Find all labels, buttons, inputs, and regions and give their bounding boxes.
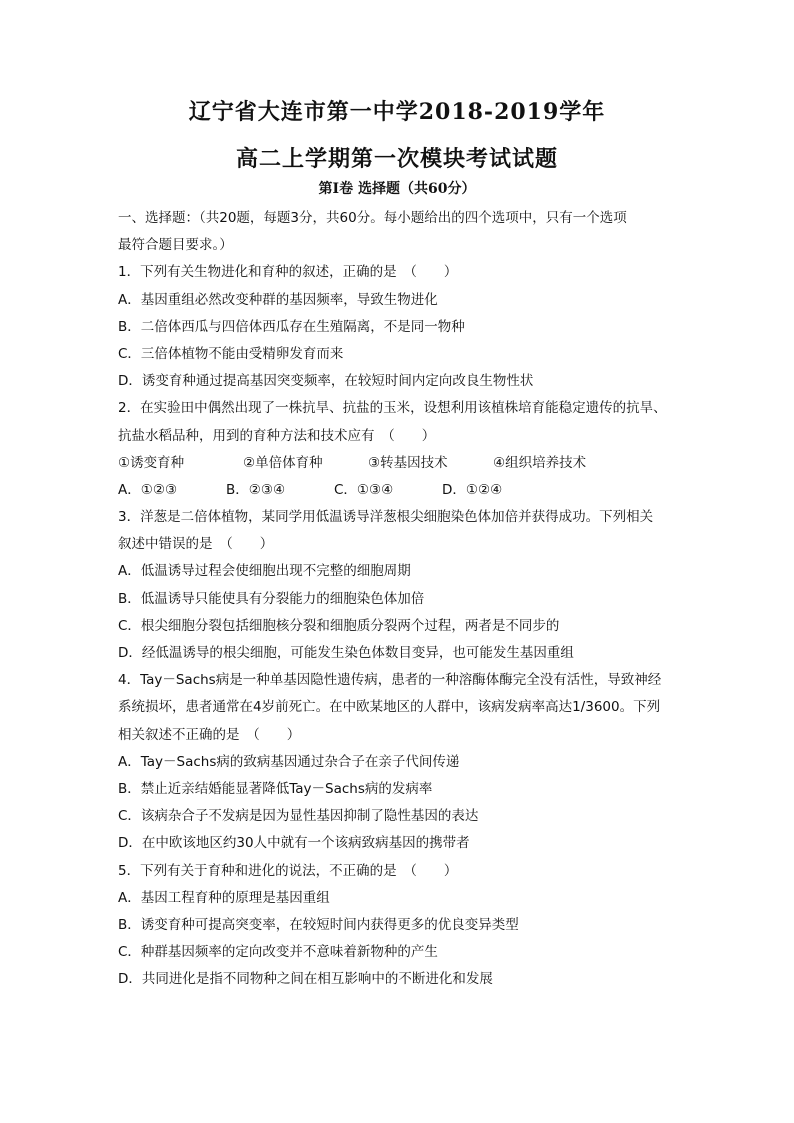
question-2-options	[118, 477, 678, 504]
section-heading: 第Ⅰ卷 选择题（共60分）	[318, 181, 476, 197]
question-2-stem-line-2: 抗盐水稻品种，用到的育种方法和技术应有 （ ）	[118, 427, 436, 444]
question-2-method-1: ①诱变育种	[118, 454, 185, 471]
instructions-line-2: 最符合题目要求。）	[118, 237, 233, 254]
question-4-option-d: D．在中欧该地区约30人中就有一个该病致病基因的携带者	[118, 835, 470, 852]
question-1-option-b: B．二倍体西瓜与四倍体西瓜存在生殖隔离，不是同一物种	[118, 318, 465, 335]
exam-title-line2: 高二上学期第一次模块考试试题	[235, 146, 558, 172]
question-2-stem-line-1: 2．在实验田中偶然出现了一株抗旱、抗盐的玉米，设想利用该植株培育能稳定遗传的抗旱、	[118, 400, 667, 417]
question-5-stem: 5．下列有关于育种和进化的说法，不正确的是 （ ）	[118, 862, 458, 879]
question-2-methods	[118, 450, 678, 477]
question-5-option-a: A．基因工程育种的原理是基因重组	[118, 889, 330, 906]
question-4-option-b: B．禁止近亲结婚能显著降低Tay－Sachs病的发病率	[118, 780, 433, 797]
question-2-option-c: C．①③④	[334, 481, 394, 498]
question-3-option-d: D．经低温诱导的根尖细胞，可能发生染色体数目变异，也可能发生基因重组	[118, 645, 574, 661]
question-3-stem-line-2: 叙述中错误的是 （ ）	[118, 536, 274, 553]
question-2-option-d: D．①②④	[442, 481, 503, 498]
question-5-option-c: C．种群基因频率的定向改变并不意味着新物种的产生	[118, 944, 438, 961]
question-1-option-d: D．诱变育种通过提高基因突变频率，在较短时间内定向改良生物性状	[118, 373, 534, 390]
question-2-method-2: ②单倍体育种	[243, 454, 323, 471]
question-2-option-a: A．①②③	[118, 481, 178, 498]
question-4-option-a: A．Tay－Sachs病的致病基因通过杂合子在亲子代间传递	[118, 753, 460, 770]
question-3-option-a: A．低温诱导过程会使细胞出现不完整的细胞周期	[118, 563, 411, 580]
question-2-method-4: ④组织培养技术	[493, 454, 587, 471]
question-2-option-b: B．②③④	[226, 481, 286, 498]
question-4-stem-line-2: 系统损坏，患者通常在4岁前死亡。在中欧某地区的人群中，该病发病率高达1/3600。下列	[118, 699, 661, 716]
question-5-option-b: B．诱变育种可提高突变率，在较短时间内获得更多的优良变异类型	[118, 916, 519, 933]
question-3-stem-line-1: 3．洋葱是二倍体植物，某同学用低温诱导洋葱根尖细胞染色体加倍并获得成功。下列相关	[118, 509, 654, 526]
question-5-option-d: D．共同进化是指不同物种之间在相互影响中的不断进化和发展	[118, 971, 493, 988]
instructions-line-1: 一、选择题：（共20题，每题3分，共60分。每小题给出的四个选项中，只有一个选项	[118, 210, 627, 226]
question-1-option-c: C．三倍体植物不能由受精卵发育而来	[118, 345, 344, 362]
questions-body	[118, 205, 678, 993]
question-3-option-c: C．根尖细胞分裂包括细胞核分裂和细胞质分裂两个过程，两者是不同步的	[118, 617, 560, 634]
question-1-option-a: A．基因重组必然改变种群的基因频率，导致生物进化	[118, 291, 438, 308]
exam-title-line1: 辽宁省大连市第一中学2018-2019学年	[188, 99, 606, 125]
question-1-stem: 1．下列有关生物进化和育种的叙述，正确的是 （ ）	[118, 264, 458, 281]
question-4-option-c: C．该病杂合子不发病是因为显性基因抑制了隐性基因的表达	[118, 808, 479, 825]
question-4-stem-line-1: 4．Tay－Sachs病是一种单基因隐性遗传病，患者的一种溶酶体酶完全没有活性，导致神经	[118, 672, 662, 689]
question-3-option-b: B．低温诱导只能使具有分裂能力的细胞染色体加倍	[118, 590, 425, 607]
question-2-method-3: ③转基因技术	[368, 454, 448, 471]
question-4-stem-line-3: 相关叙述不正确的是 （ ）	[118, 726, 301, 743]
